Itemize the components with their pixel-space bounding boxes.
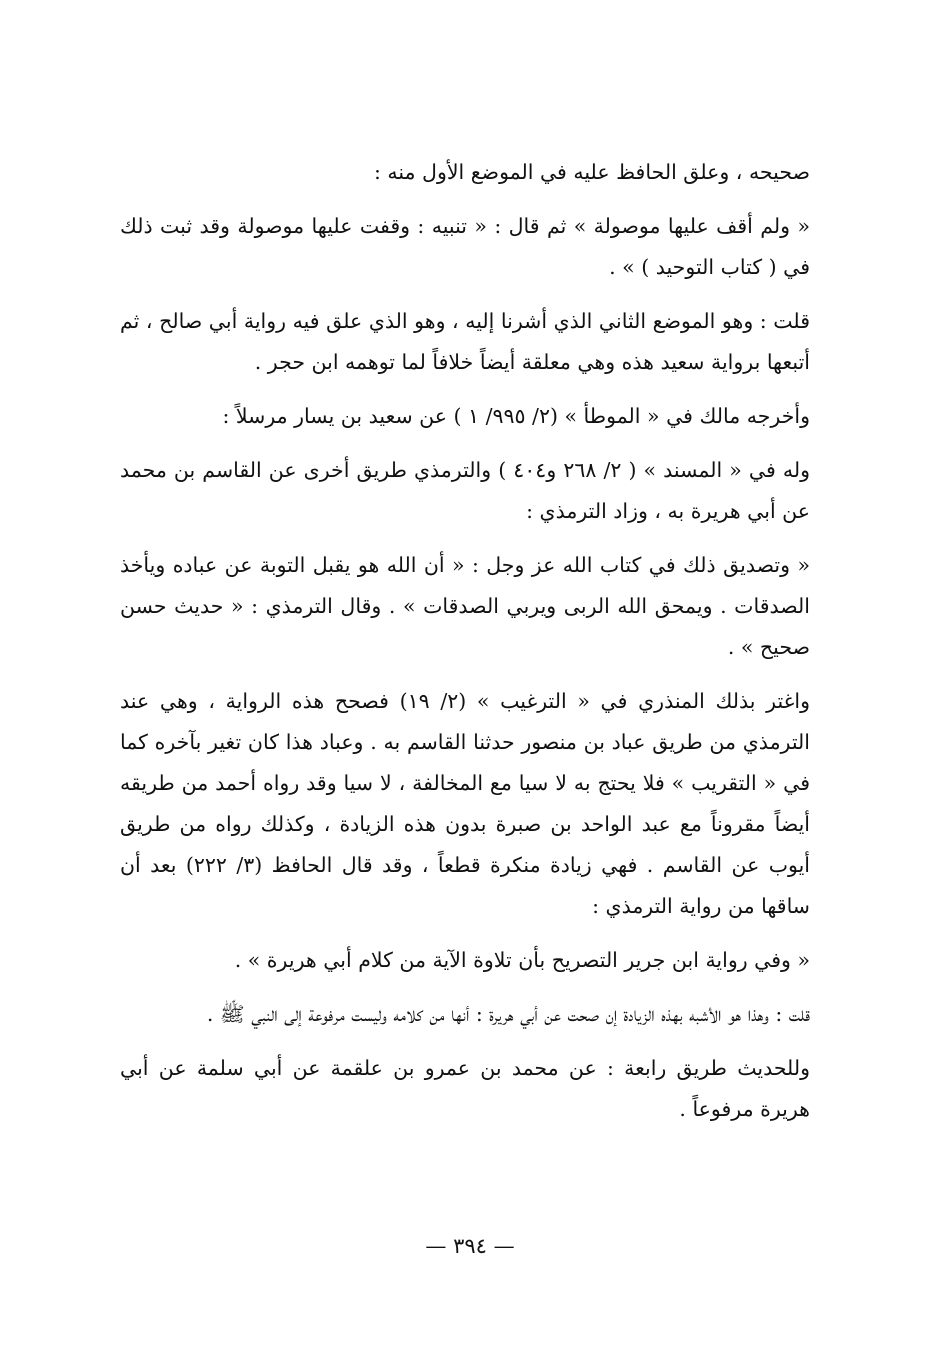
paragraph-6: « وتصديق ذلك في كتاب الله عز وجل : « أن الله هو يقبل التوبة عن عباده ويأخذ الصدقات . ويمحق الله الربى ويربي الصدقات » . وقال الترمذي : « حديث حسن صحيح » . (120, 553, 810, 659)
paragraph-7: واغتر بذلك المنذري في « الترغيب » (٢/ ١٩) فصحح هذه الرواية ، وهي عند الترمذي من طريق عباد بن منصور حدثنا القاسم به . وعباد هذا كان تغير بآخره كما في « التقريب » فلا يحتج به لا سيا مع المخالفة ، لا سيا وقد رواه أحمد من طريقه أيضاً مقروناً مع عبد الواحد بن صبرة بدون هذه الزيادة ، وكذلك رواه من طريق أيوب عن القاسم . فهي زيادة منكرة قطعاً ، وقد قال الحافظ (٣/ ٢٢٢) بعد أن ساقها من رواية الترمذي : (120, 689, 810, 918)
paragraph-1: صحيحه ، وعلق الحافظ عليه في الموضع الأول منه : (373, 160, 810, 184)
paragraph-10: وللحديث طريق رابعة : عن محمد بن عمرو بن علقمة عن أبي سلمة عن أبي هريرة مرفوعاً . (120, 1056, 810, 1121)
paragraph-2: « ولم أقف عليها موصولة » ثم قال : « تنبيه : وقفت عليها موصولة وقد ثبت ذلك في ( كتاب التوحيد ) » . (120, 214, 810, 279)
page-number: — ٣٩٤ — (425, 1234, 515, 1258)
paragraph-3: قلت : وهو الموضع الثاني الذي أشرنا إليه ، وهو الذي علق فيه رواية أبي صالح ، ثم أتبعها برواية سعيد هذه وهي معلقة أيضاً خلافاً لما توهمه ابن حجر . (120, 309, 810, 374)
paragraph-9: قلت : وهذا هو الأشبه بهذه الزيادة إن صحت عن أبي هريرة : أنها من كلامه وليست مرفوعة إلى النبي ﷺ . (206, 1002, 810, 1026)
paragraph-4: وأخرجه مالك في « الموطأ » (٢/ ٩٩٥/ ١ ) عن سعيد بن يسار مرسلاً : (222, 404, 810, 428)
paragraph-8: « وفي رواية ابن جرير التصريح بأن تلاوة الآية من كلام أبي هريرة » . (234, 948, 810, 972)
paragraph-5: وله في « المسند » ( ٢/ ٢٦٨ و٤٠٤ ) والترمذي طريق أخرى عن القاسم بن محمد عن أبي هريرة به ، وزاد الترمذي : (120, 458, 810, 523)
body-text (120, 152, 810, 1143)
